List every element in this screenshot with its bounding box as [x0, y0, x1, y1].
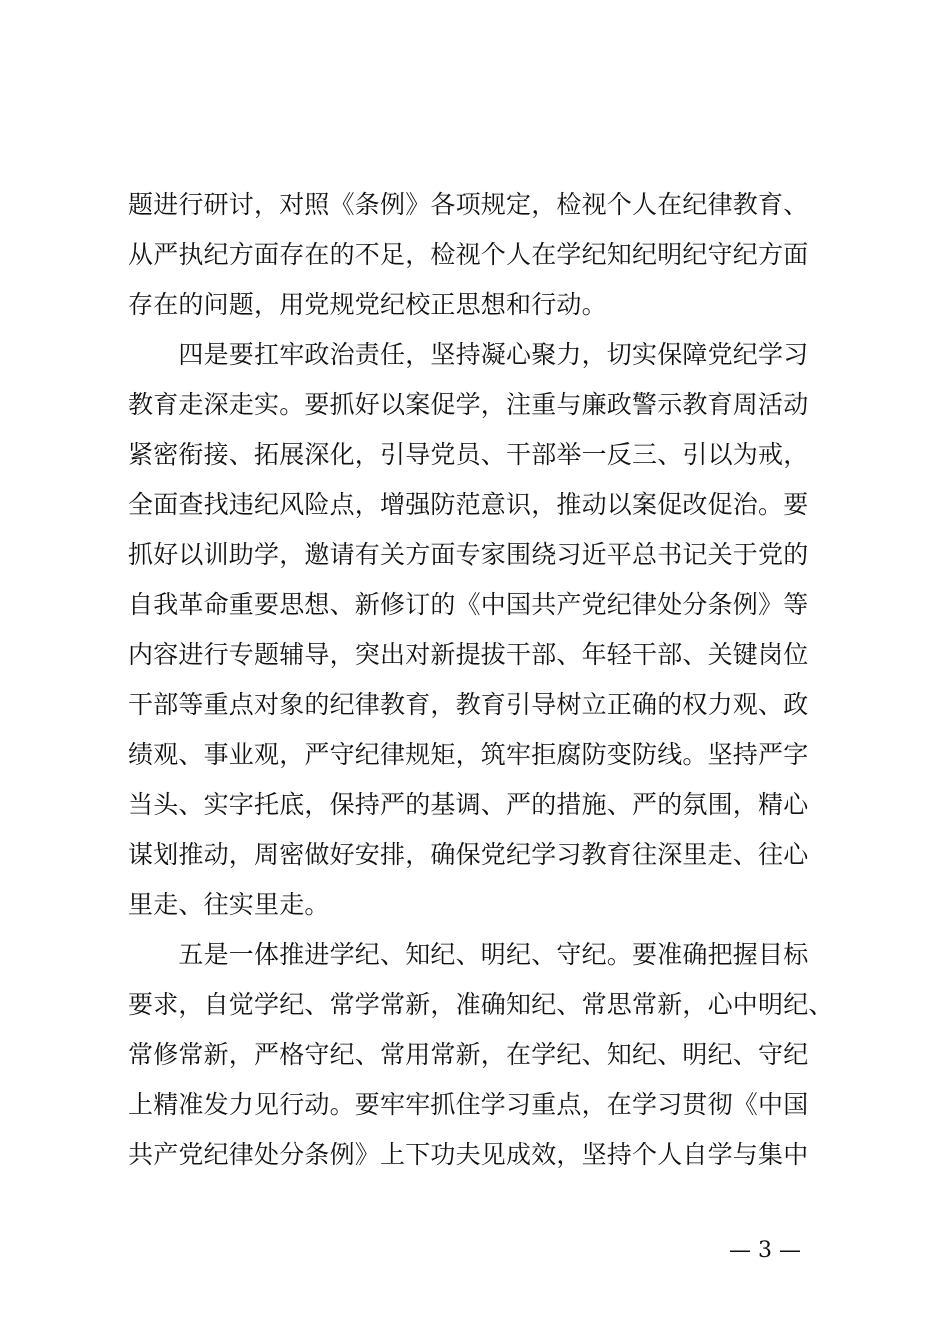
text-line: 谋划推动，周密做好安排，确保党纪学习教育往深里走、往心 [128, 840, 809, 869]
text-line: 干部等重点对象的纪律教育，教育引导树立正确的权力观、政 [128, 690, 809, 719]
text-line: 五是一体推进学纪、知纪、明纪、守纪。要准确把握目标 [128, 940, 809, 969]
text-line: 绩观、事业观，严守纪律规矩，筑牢拒腐防变防线。坚持严字 [128, 740, 809, 769]
text-line: 上精准发力见行动。要牢牢抓住学习重点，在学习贯彻《中国 [128, 1090, 809, 1119]
text-line: 从严执纪方面存在的不足，检视个人在学纪知纪明纪守纪方面 [128, 240, 809, 269]
text-line: 常修常新，严格守纪、常用常新，在学纪、知纪、明纪、守纪 [128, 1040, 809, 1069]
text-line: 存在的问题，用党规党纪校正思想和行动。 [128, 290, 607, 319]
text-line: 紧密衔接、拓展深化，引导党员、干部举一反三、引以为戒， [128, 440, 809, 469]
page-number: — 3 — [729, 1238, 801, 1263]
text-line: 题进行研讨，对照《条例》各项规定，检视个人在纪律教育、 [128, 190, 809, 219]
text-line: 自我革命重要思想、新修订的《中国共产党纪律处分条例》等 [128, 590, 809, 619]
text-line: 教育走深走实。要抓好以案促学，注重与廉政警示教育周活动 [128, 390, 809, 419]
text-line: 共产党纪律处分条例》上下功夫见成效，坚持个人自学与集中 [128, 1140, 809, 1169]
text-line: 四是要扛牢政治责任，坚持凝心聚力，切实保障党纪学习 [128, 340, 809, 369]
body-text [128, 180, 848, 1180]
text-line: 里走、往实里走。 [128, 890, 330, 919]
text-line: 抓好以训助学，邀请有关方面专家围绕习近平总书记关于党的 [128, 540, 809, 569]
text-line: 内容进行专题辅导，突出对新提拔干部、年轻干部、关键岗位 [128, 640, 809, 669]
text-line: 全面查找违纪风险点，增强防范意识，推动以案促改促治。要 [128, 490, 809, 519]
text-line: 当头、实字托底，保持严的基调、严的措施、严的氛围，精心 [128, 790, 809, 819]
text-line: 要求，自觉学纪、常学常新，准确知纪、常思常新，心中明纪、 [128, 990, 834, 1019]
